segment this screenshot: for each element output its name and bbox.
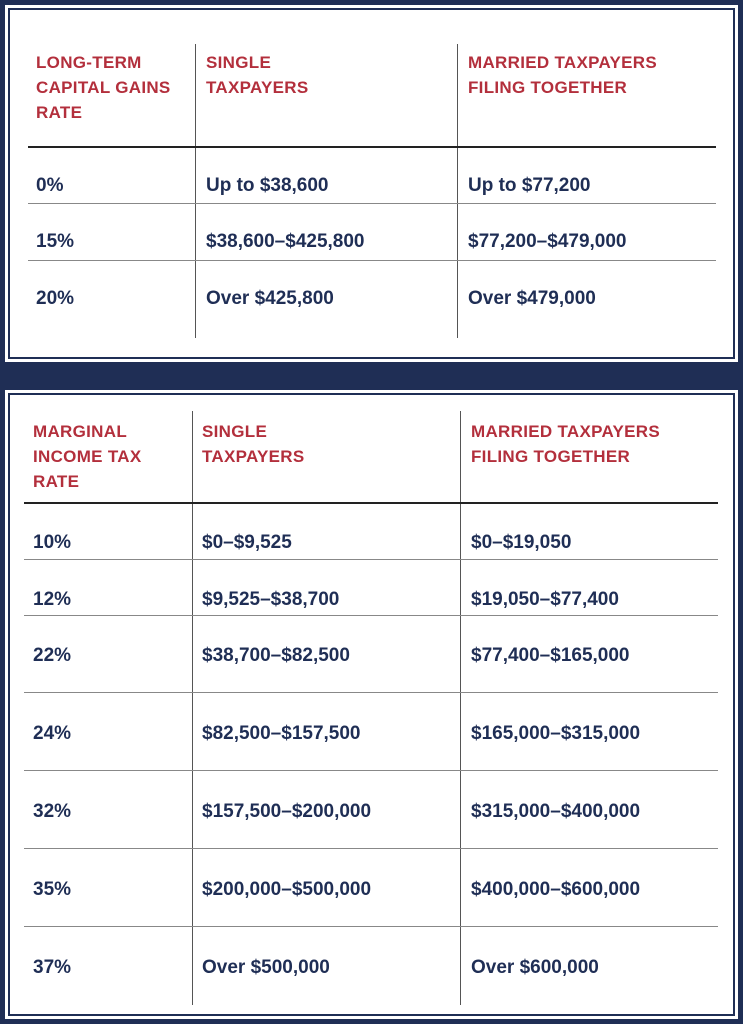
table-cell-single: $38,600–$425,800 bbox=[206, 231, 365, 252]
header-rate: LONG-TERM CAPITAL GAINS RATE bbox=[36, 53, 171, 122]
row-divider bbox=[24, 770, 718, 771]
row-divider bbox=[24, 615, 718, 616]
row-divider bbox=[24, 559, 718, 560]
row-divider bbox=[28, 260, 716, 261]
table-cell-married: $77,200–$479,000 bbox=[468, 231, 627, 252]
table-cell-single: $9,525–$38,700 bbox=[202, 589, 340, 610]
table-cell-rate: 24% bbox=[33, 723, 72, 744]
header-married: MARRIED TAXPAYERS FILING TOGETHER bbox=[468, 53, 657, 97]
table-cell-rate: 10% bbox=[33, 532, 72, 553]
header-rate: MARGINAL INCOME TAX RATE bbox=[33, 422, 142, 491]
row-divider bbox=[24, 692, 718, 693]
table-cell-rate: 32% bbox=[33, 801, 72, 822]
table-cell-married: Over $479,000 bbox=[468, 288, 596, 309]
table-cell-married: $19,050–$77,400 bbox=[471, 589, 619, 610]
table-cell-rate: 35% bbox=[33, 879, 72, 900]
header-married: MARRIED TAXPAYERS FILING TOGETHER bbox=[471, 422, 660, 466]
table-cell-married: Over $600,000 bbox=[471, 957, 599, 978]
table-cell-rate: 12% bbox=[33, 589, 72, 610]
table-cell-married: $77,400–$165,000 bbox=[471, 645, 630, 666]
table-cell-married: $165,000–$315,000 bbox=[471, 723, 641, 744]
table-cell-rate: 37% bbox=[33, 957, 72, 978]
table-cell-single: $82,500–$157,500 bbox=[202, 723, 361, 744]
header-rule bbox=[28, 146, 716, 148]
row-divider bbox=[24, 848, 718, 849]
row-divider bbox=[28, 203, 716, 204]
table-cell-married: Up to $77,200 bbox=[468, 175, 591, 196]
table-cell-married: $315,000–$400,000 bbox=[471, 801, 641, 822]
table-cell-rate: 20% bbox=[36, 288, 75, 309]
column-divider bbox=[192, 411, 193, 1005]
row-divider bbox=[24, 926, 718, 927]
table-cell-married: $400,000–$600,000 bbox=[471, 879, 641, 900]
table-cell-single: $200,000–$500,000 bbox=[202, 879, 372, 900]
table-cell-single: Up to $38,600 bbox=[206, 175, 329, 196]
capital-gains-table bbox=[8, 8, 735, 359]
table-cell-single: Over $425,800 bbox=[206, 288, 334, 309]
table-cell-rate: 0% bbox=[36, 175, 64, 196]
column-divider bbox=[195, 44, 196, 338]
table-cell-single: $38,700–$82,500 bbox=[202, 645, 350, 666]
header-single: SINGLE TAXPAYERS bbox=[202, 422, 305, 466]
table-cell-married: $0–$19,050 bbox=[471, 532, 572, 553]
table-cell-single: Over $500,000 bbox=[202, 957, 330, 978]
table-cell-single: $157,500–$200,000 bbox=[202, 801, 372, 822]
header-single: SINGLE TAXPAYERS bbox=[206, 53, 309, 97]
header-rule bbox=[24, 502, 718, 504]
table-cell-single: $0–$9,525 bbox=[202, 532, 292, 553]
table-cell-rate: 15% bbox=[36, 231, 75, 252]
table-cell-rate: 22% bbox=[33, 645, 72, 666]
column-divider bbox=[457, 44, 458, 338]
income-tax-table bbox=[8, 393, 735, 1016]
column-divider bbox=[460, 411, 461, 1005]
